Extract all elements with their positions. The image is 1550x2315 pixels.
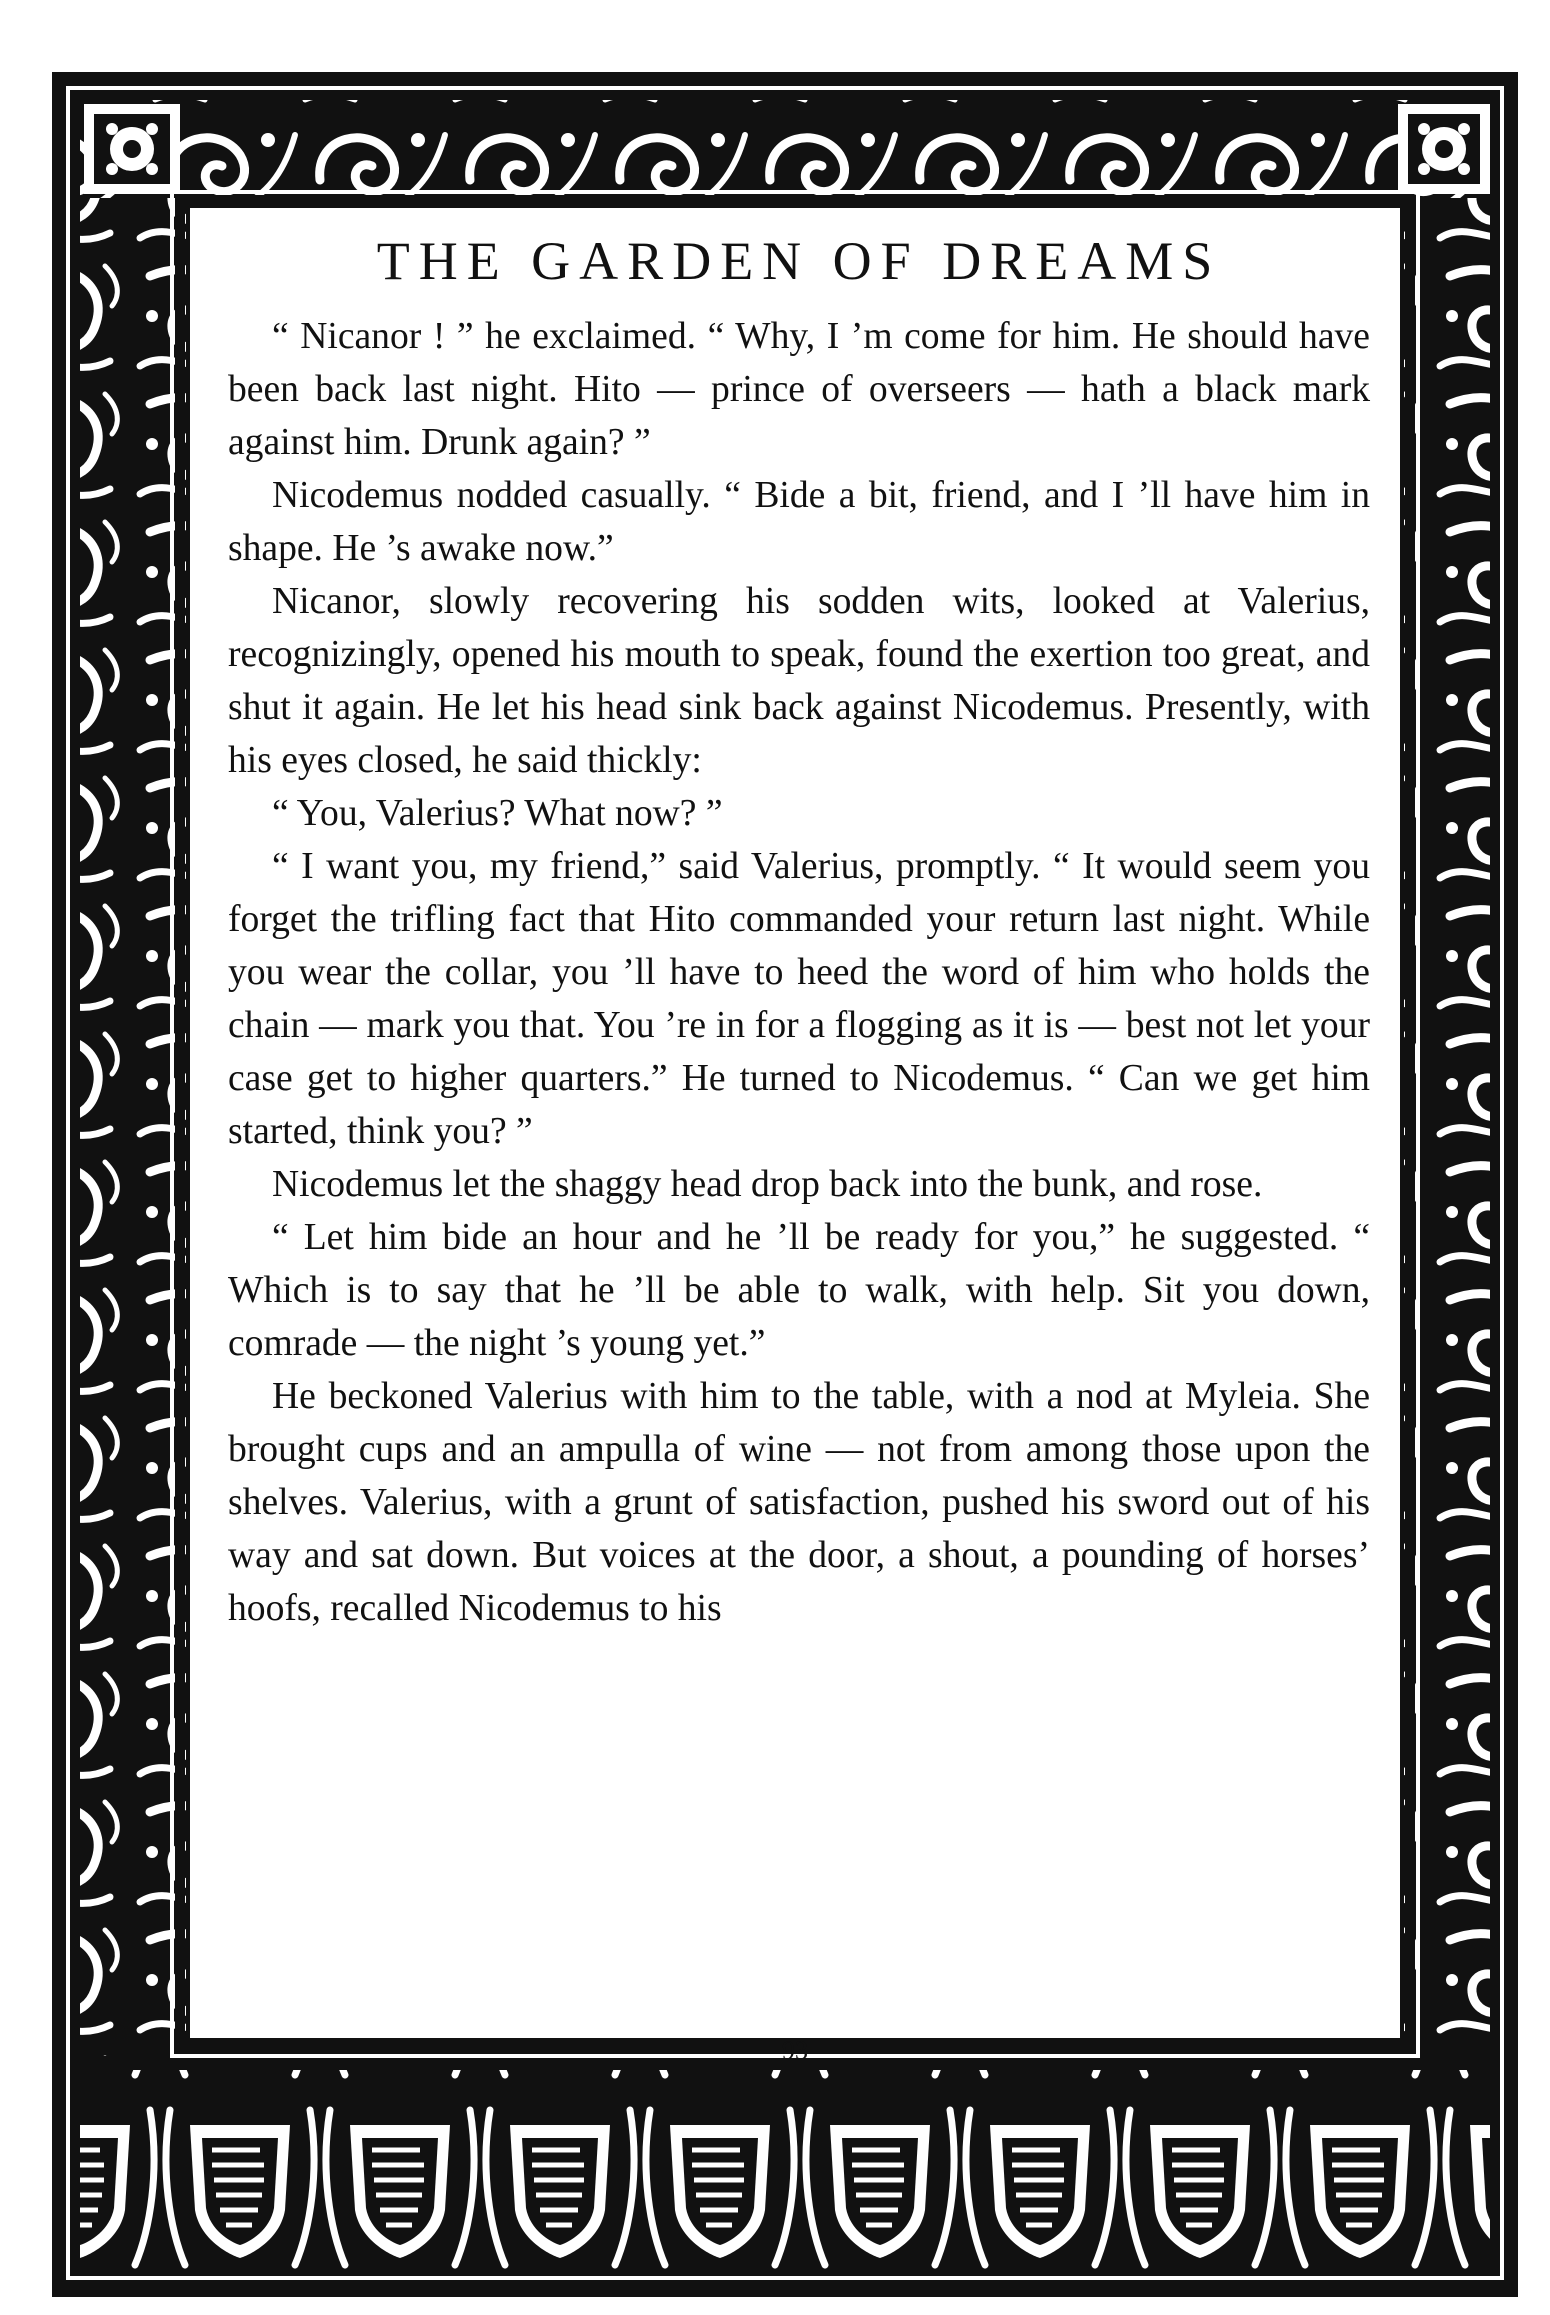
paragraph: Nicodemus let the shaggy head drop back into the bunk, and rose. (272, 1164, 1263, 1205)
paragraph: “ Let him bide an hour and he ’ll be ready for you,” he suggested. “ Which is to say that he ’ll be able to walk, with help. Sit you down, comrade — the night ’s young yet.” (228, 1217, 1370, 1364)
paragraph: “ You, Valerius? What now? ” (272, 793, 723, 834)
paragraph: “ Nicanor ! ” he exclaimed. “ Why, I ’m come for him. He should have been back last night. Hito — prince of overseers — hath a black mark against him. Drunk again? ” (228, 316, 1370, 463)
paragraph: “ I want you, my friend,” said Valerius, promptly. “ It would seem you forget the trifling fact that Hito commanded your return last night. While you wear the collar, you ’ll have to heed the word of him who holds the chain — mark you that. You ’re in for a flogging as it is — best not let your case get to higher quarters.” He turned to Nicodemus. “ Can we get him started, think you? ” (228, 846, 1370, 1152)
running-head: THE GARDEN OF DREAMS (376, 231, 1222, 291)
text-panel (190, 208, 1400, 2065)
paragraph: Nicanor, slowly recovering his sodden wits, looked at Valerius, recognizingly, opened his mouth to speak, found the exertion too great, and shut it again. He let his head sink back against Nicodemus. Presently, with his eyes closed, he said thickly: (228, 581, 1370, 781)
body-text (228, 310, 1370, 1635)
paragraph: Nicodemus nodded casually. “ Bide a bit, friend, and I ’ll have him in shape. He ’s awake now.” (228, 475, 1370, 569)
page-number: 93 (782, 2036, 808, 2065)
paragraph: He beckoned Valerius with him to the table, with a nod at Myleia. She brought cups and an ampulla of wine — not from among those upon the shelves. Valerius, with a grunt of satisfaction, pushed his sword out of his way and sat down. But voices at the door, a shout, a pounding of horses’ hoofs, recalled Nicodemus to his (228, 1376, 1370, 1629)
